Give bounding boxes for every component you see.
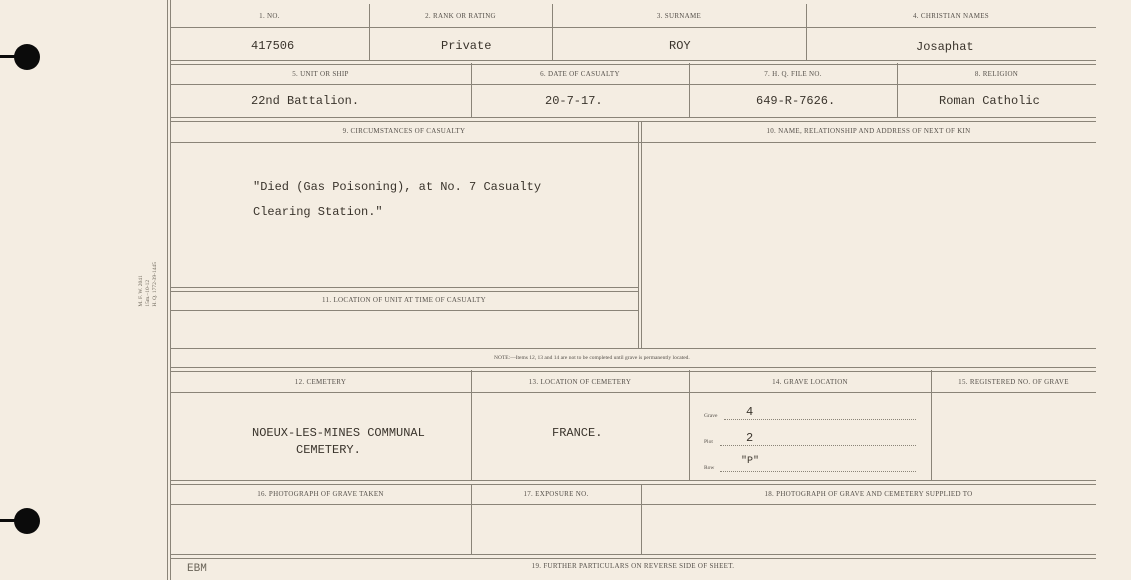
rule [641,121,642,349]
header-christian-names: 4. CHRISTIAN NAMES [913,12,989,20]
value-circumstances-line2: Clearing Station." [253,205,383,219]
header-photo-supplied: 18. PHOTOGRAPH OF GRAVE AND CEMETERY SUPPLIED TO [764,490,973,498]
rule [931,370,932,480]
header-location-cemetery: 13. LOCATION OF CEMETERY [528,378,632,386]
rule [170,348,1096,349]
frame-left [167,0,168,580]
side-note-line: 15m.–10-12 [145,279,151,307]
rule [170,310,638,311]
header-circumstances: 9. CIRCUMSTANCES OF CASUALTY [342,127,466,135]
rule [689,370,690,480]
value-no: 417506 [251,39,295,53]
rule-double [170,367,1096,372]
value-cemetery-line2: CEMETERY. [296,443,361,457]
value-unit: 22nd Battalion. [251,94,360,108]
header-hq-file: 7. H. Q. FILE NO. [764,70,822,78]
side-note-line: H. Q. 1772-39-1445 [152,262,158,307]
form-side-note [138,262,159,307]
grave-label: Grave [704,413,718,419]
value-row: "P" [741,456,760,467]
rule-double [170,480,1096,485]
rule-double [170,117,1096,122]
rule [170,504,1096,505]
rule-double [170,60,1096,65]
rule [170,392,1096,393]
value-religion: Roman Catholic [939,94,1040,108]
header-religion: 8. RELIGION [974,70,1019,78]
value-cemetery-line1: NOEUX-LES-MINES COMMUNAL [252,426,425,440]
value-christian-names: Josaphat [916,40,974,54]
header-photo-taken: 16. PHOTOGRAPH OF GRAVE TAKEN [257,490,384,498]
header-surname: 3. SURNAME [656,12,702,20]
header-unit: 5. UNIT OR SHIP [292,70,349,78]
rule [471,370,472,480]
value-initials: EBM [187,563,207,575]
header-location-unit: 11. LOCATION OF UNIT AT TIME OF CASUALTY [322,296,486,304]
side-note-line: M. F. W. 2041 [138,275,144,307]
value-surname: ROY [669,39,691,53]
header-no: 1. NO. [259,12,280,20]
header-further: 19. FURTHER PARTICULARS ON REVERSE SIDE OF SHEET. [531,562,735,570]
rule [170,142,1096,143]
note-text: NOTE:—Items 12, 13 and 14 are not to be completed until grave is permanently located. [494,355,690,361]
rule-double [170,554,1096,559]
rule [170,27,1096,28]
punch-hole-top [14,44,40,70]
punch-hole-bottom [14,508,40,534]
rule-double [170,287,639,292]
value-grave: 4 [746,405,754,419]
rule [638,121,639,349]
value-hq-file: 649-R-7626. [756,94,836,108]
value-plot: 2 [746,431,754,445]
value-date-casualty: 20-7-17. [545,94,603,108]
row-dotted-line [720,470,916,472]
value-location-cemetery: FRANCE. [552,426,603,440]
header-grave-location: 14. GRAVE LOCATION [772,378,848,386]
header-next-of-kin: 10. NAME, RELATIONSHIP AND ADDRESS OF NEXT OF KIN [766,127,971,135]
row-label: Row [704,465,715,471]
plot-label: Plot [704,439,713,445]
value-circumstances-line1: "Died (Gas Poisoning), at No. 7 Casualty [253,180,542,194]
header-date-casualty: 6. DATE OF CASUALTY [540,70,620,78]
rule [170,84,1096,85]
header-exposure-no: 17. EXPOSURE NO. [523,490,589,498]
header-registered-no: 15. REGISTERED NO. OF GRAVE [958,378,1069,386]
value-rank: Private [441,39,492,53]
header-cemetery: 12. CEMETERY [294,378,347,386]
header-rank: 2. RANK OR RATING [425,12,496,20]
